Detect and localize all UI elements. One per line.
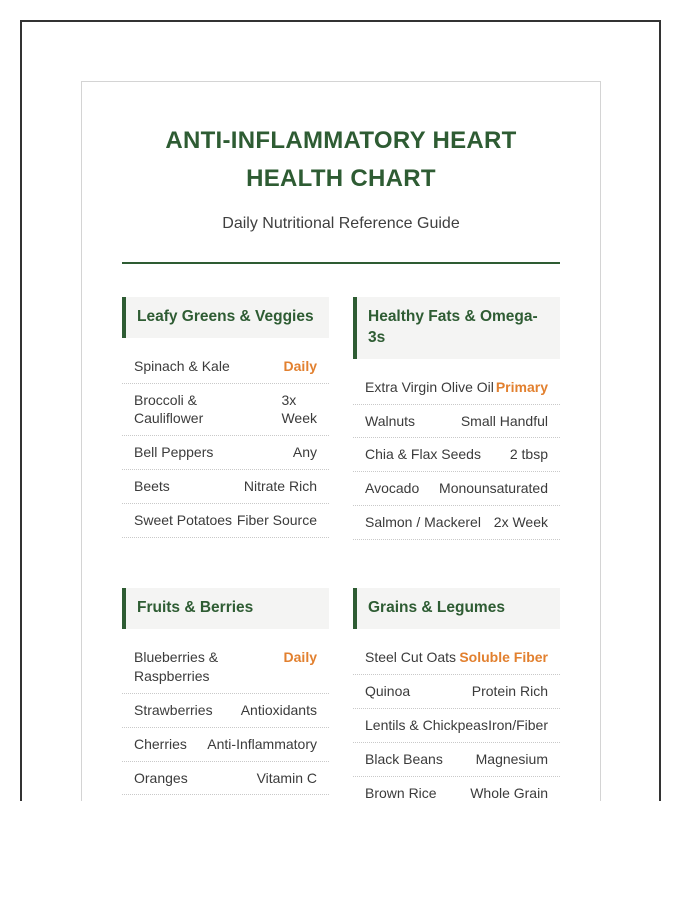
row-value: Whole Grain [470,784,548,801]
table-row [122,504,329,538]
row-label: Sweet Potatoes [134,512,233,529]
row-value: Small Handful [460,412,548,429]
section-header [122,297,329,338]
table-row [122,350,329,384]
table-row [353,641,560,675]
row-value: Anti-Inflammatory [207,735,317,752]
section-fruits-berries [122,588,329,801]
row-label: Salmon / Mackerel [365,514,481,531]
page-subtitle: Daily Nutritional Reference Guide [222,214,460,232]
sections-grid [122,297,560,801]
table-row [353,371,560,405]
row-value: Soluble Fiber [459,649,548,665]
section-title: Leafy Greens & Veggies [137,307,314,325]
row-label: Bell Peppers [134,444,214,461]
section-rows [353,371,560,540]
row-label: Cherries [134,735,187,752]
row-label: Extra Virgin Olive Oil [365,378,494,395]
row-label: Chia & Flax Seeds [365,446,481,463]
table-row [122,384,329,437]
table-row [122,728,329,762]
table-row [353,472,560,506]
section-header [353,297,560,359]
table-row [122,436,329,470]
page-title: ANTI-INFLAMMATORY HEART HEALTH CHART [165,127,517,193]
section-rows [353,641,560,801]
document-card [81,81,601,801]
table-row [353,675,560,709]
row-label: Steel Cut Oats [365,649,457,665]
section-header [353,588,560,629]
row-value: Antioxidants [240,701,317,718]
row-label: Spinach & Kale [134,357,230,374]
row-value: Primary [495,378,548,395]
row-value: Iron/Fiber [488,716,548,733]
row-value: Fiber Source [236,512,317,529]
table-row [353,405,560,439]
row-value: Magnesium [475,750,548,767]
row-value: Nitrate Rich [243,478,317,495]
table-row [353,506,560,540]
row-value: 3x Week [281,391,318,427]
row-label: Strawberries [134,701,213,718]
row-value: Vitamin C [256,769,317,786]
section-leafy-greens-veggies [122,297,329,540]
table-row [122,694,329,728]
row-label: Avocado [365,480,420,497]
table-row [353,709,560,743]
section-header [122,588,329,629]
row-value: Protein Rich [471,682,548,699]
row-label: Blueberries & Raspberries [134,649,219,684]
row-label: Beets [134,478,170,495]
row-label: Oranges [134,769,188,786]
row-value: 2x Week [493,514,548,531]
section-title: Fruits & Berries [137,599,254,617]
row-label: Brown Rice [365,784,437,801]
row-value: Daily [283,649,317,665]
row-value: Daily [283,357,317,374]
row-label: Lentils & Chickpeas [365,716,488,733]
table-row [122,762,329,796]
row-value: Any [292,444,317,461]
row-label: Black Beans [365,750,443,767]
row-value: Monounsaturated [439,480,548,497]
row-value: 2 tbsp [509,446,548,463]
section-grains-legumes [353,588,560,801]
table-row [353,777,560,801]
divider-rule [122,262,560,264]
outer-frame [20,20,661,801]
table-row [353,743,560,777]
section-healthy-fats-omega-3s [353,297,560,540]
table-row [353,438,560,472]
table-row [122,470,329,504]
table-row [122,641,329,694]
row-label: Broccoli & Cauliflower [134,391,204,427]
section-title: Healthy Fats & Omega-3s [368,307,538,346]
section-rows [122,350,329,538]
row-label: Quinoa [365,682,411,699]
section-rows [122,641,329,795]
row-label: Walnuts [365,412,416,429]
section-title: Grains & Legumes [368,599,505,617]
